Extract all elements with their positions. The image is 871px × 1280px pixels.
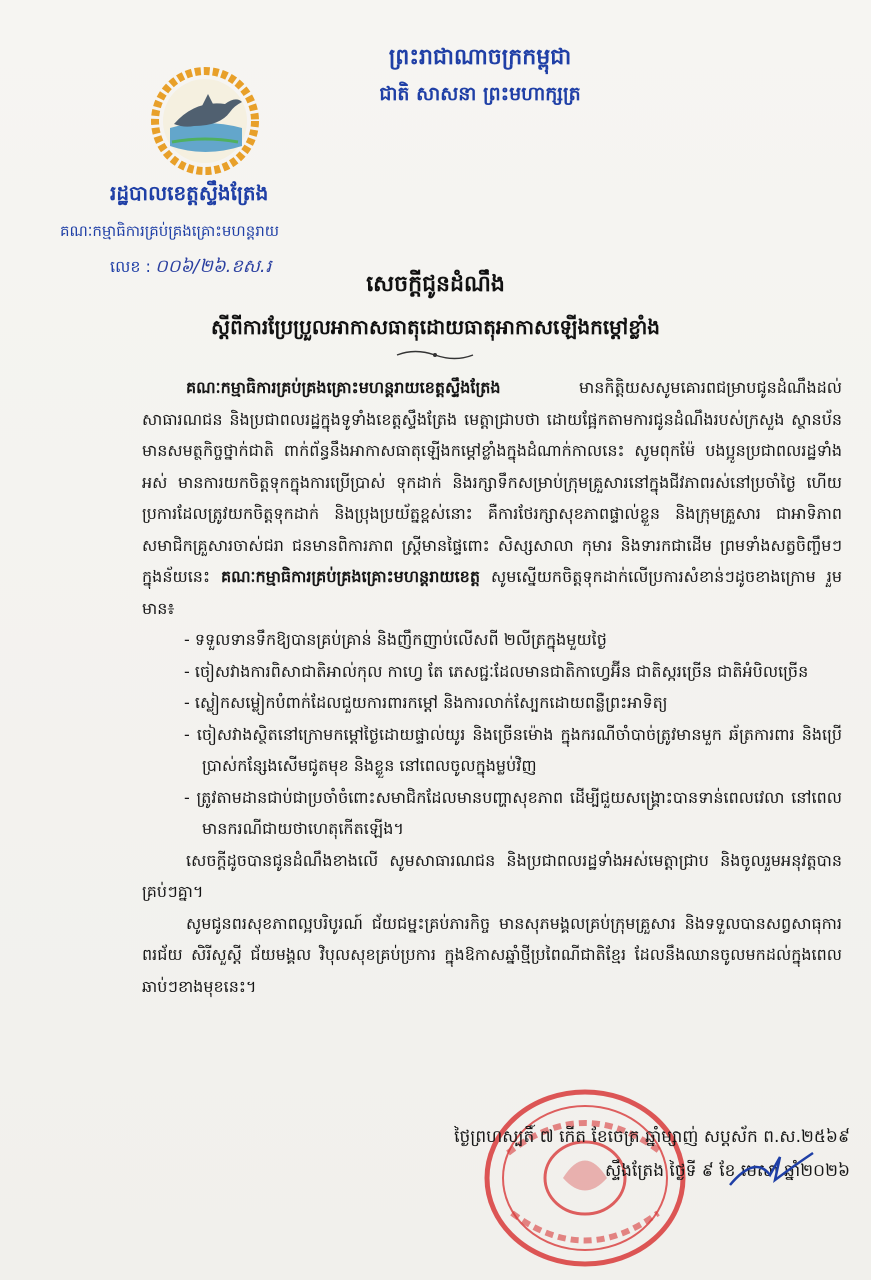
ornament-divider — [395, 348, 475, 362]
list-item: - ត្រូវតាមដានជាប់ជាប្រចាំចំពោះសមាជិកដែលមានបញ្ហាសុខភាព ដើម្បីជួយសង្គ្រោះបានទាន់ពេលវេលា នៅពេលមានករណីជាយថាហេតុកើតឡើង។ — [184, 787, 842, 838]
kingdom-title: ព្រះរាជាណាចក្រកម្ពុជា — [388, 45, 572, 70]
list-item: - ស្លៀកសម្លៀកបំពាក់ដែលជួយការពារកម្តៅ និងការលាក់ស្បែកដោយពន្លឺព្រះអាទិត្យ — [184, 693, 668, 712]
intro-text-2: សូមស្នើយកចិត្តទុកដាក់លើប្រការសំខាន់ៗដូចខាងក្រោម រួមមាន៖ — [142, 567, 842, 618]
document-subtitle: ស្តីពីការប្រែប្រួលអាកាសធាតុដោយធាតុអាកាសឡើងកម្តៅខ្លាំង — [211, 315, 660, 339]
intro-paragraph — [142, 372, 842, 624]
organization-block — [60, 180, 370, 281]
list-item: - ទទួលទានទឹកឱ្យបានគ្រប់គ្រាន់ និងញឹកញាប់លើសពី ២លីត្រក្នុងមួយថ្ងៃ — [184, 630, 607, 649]
intro-text: មានកិត្តិយសសូមគោរពជម្រាបជូនដំណឹងដល់សាធារណជន និងប្រជាពលរដ្ឋក្នុងទូទាំងខេត្តស្ទឹងត្រែង មេត្តាជ្រាបថា ដោយផ្អែកតាមការជូនដំណឹងរបស់ក្រសួង ស្ថានប័នមានសមត្ថកិច្ចថ្នាក់ជាតិ ពាក់ព័ន្ធនឹងអាកាសធាតុឡើងកម្តៅខ្លាំងក្នុងដំណាក់កាលនេះ សូមពុកម៉ែ បងប្អូនប្រជាពលរដ្ឋទាំងអស់ មានការយកចិត្តទុកក្នុងការប្រើប្រាស់ ទុកដាក់ និងរក្សាទឹកសម្រាប់ក្រុមគ្រួសារនៅក្នុងជីវភាពរស់នៅប្រចាំថ្ងៃ ហើយប្រការដែលត្រូវយកចិត្តទុកដាក់ និងប្រុងប្រយ័ត្នខ្ពស់នោះ គឺការថែរក្សាសុខភាពផ្ទាល់ខ្លួន និងក្រុមគ្រួសារ ជាអាទិភាពសមាជិកគ្រួសារចាស់ជរា ជនមានពិការភាព ស្ត្រីមានផ្ទៃពោះ សិស្សសាលា កុមារ និងទារកជាដើម ព្រមទាំងសត្វចិញ្ចឹមៗ ក្នុងន័យនេះ — [142, 378, 842, 586]
recommendation-list — [142, 624, 842, 845]
reference-value: ០០៦/២៦.ខស.រ — [154, 256, 272, 277]
province-name: រដ្ឋបាលខេត្តស្ទឹងត្រែង — [110, 181, 269, 205]
document-body — [142, 372, 842, 1002]
provincial-logo — [150, 66, 260, 176]
solar-date: ស្ទឹងត្រែង ថ្ងៃទី ៩ ខែ មេសា ឆ្នាំ២០២៦ — [605, 1161, 850, 1181]
intro-bold-2: គណៈកម្មាធិការគ្រប់គ្រងគ្រោះមហន្តរាយខេត្ត — [220, 567, 480, 586]
signature — [725, 1145, 815, 1195]
closing-paragraph-2: សូមជូនពរសុខភាពល្អបរិបូរណ៍ ជ័យជម្នះគ្រប់ភារកិច្ច មានសុភមង្គលគ្រប់ក្រុមគ្រួសារ និងទទួលបានសព្វសាធុការពរជ័យ សិរីសួស្តី ជ័យមង្គល វិបុលសុខគ្រប់ប្រការ ក្នុងឱកាសឆ្នាំថ្មីប្រពៃណីជាតិខ្មែរ ដែលនឹងឈានចូលមកដល់ក្នុងពេលឆាប់ៗខាងមុខនេះ។ — [142, 913, 842, 996]
list-item: - ចៀសវាងស្ថិតនៅក្រោមកម្តៅថ្ងៃដោយផ្ទាល់យូរ និងច្រើនម៉ោង ក្នុងករណីចាំបាច់ត្រូវមានមួក ឆ័ត្រការពារ និងប្រើប្រាស់កន្សែងសើមជូតមុខ និងខ្លួន នៅពេលចូលក្នុងម្លប់វិញ — [184, 724, 842, 775]
lunar-date: ថ្ងៃព្រហស្បតិ៍ ៧ កើត ខែចេត្រ ឆ្នាំម្សាញ់ សប្តស័ក ព.ស.២៥៦៩ — [454, 1127, 850, 1147]
reference-label: លេខ : — [110, 257, 151, 276]
document-title: សេចក្តីជូនដំណឹង — [366, 272, 505, 297]
intro-bold: គណៈកម្មាធិការគ្រប់គ្រងគ្រោះមហន្តរាយខេត្តស្ទឹងត្រែង — [186, 378, 501, 397]
kingdom-header — [330, 40, 630, 112]
committee-name: គណៈកម្មាធិការគ្រប់គ្រងគ្រោះមហន្តរាយ — [60, 222, 280, 240]
closing-paragraph-1: សេចក្តីដូចបានជូនដំណឹងខាងលើ សូមសាធារណជន និងប្រជាពលរដ្ឋទាំងអស់មេត្តាជ្រាប និងចូលរួមអនុវត្តបានគ្រប់ៗគ្នា។ — [142, 850, 842, 901]
list-item: - ចៀសវាងការពិសាជាតិអាល់កុល កាហ្វេ តែ ភេសជ្ជៈដែលមានជាតិកាហ្វេអ៊ីន ជាតិស្ករច្រើន ជាតិអំបិលច្រើន — [184, 661, 809, 681]
national-motto: ជាតិ សាសនា ព្រះមហាក្សត្រ — [379, 83, 581, 105]
